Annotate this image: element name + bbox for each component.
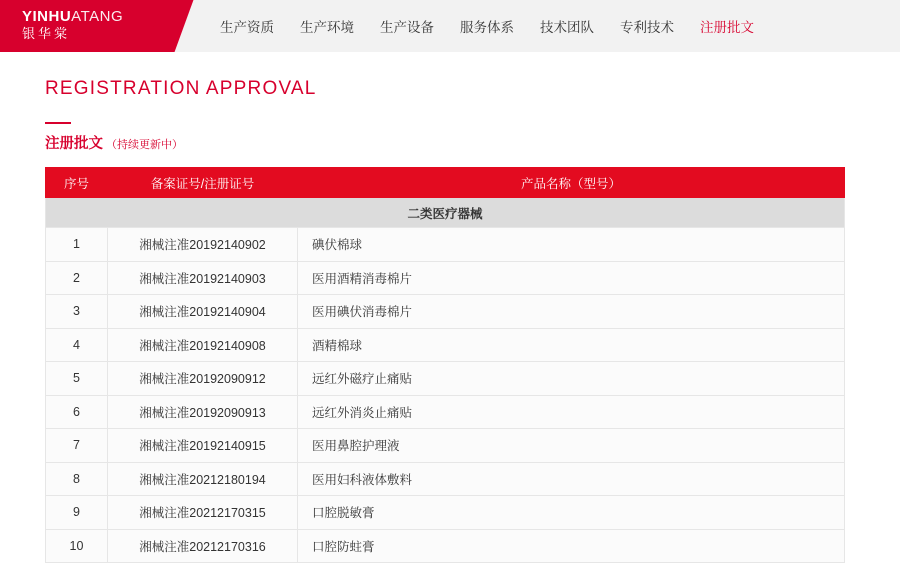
nav-item-technical-team[interactable]: 技术团队: [540, 20, 594, 35]
nav-item-service-system[interactable]: 服务体系: [460, 20, 514, 35]
table-row: [46, 529, 845, 563]
cell-product: 远红外消炎止痛贴: [298, 395, 845, 429]
cell-product: 口腔脱敏膏: [298, 496, 845, 530]
cell-cert: 湘械注准20212170315: [108, 496, 298, 530]
table-header-row: [46, 168, 845, 198]
logo[interactable]: [0, 0, 170, 52]
cell-no: 1: [46, 228, 108, 262]
table-group-row: [46, 198, 845, 228]
table-row: [46, 328, 845, 362]
cell-no: 3: [46, 295, 108, 329]
table-row: [46, 261, 845, 295]
cell-no: 10: [46, 529, 108, 563]
cell-no: 8: [46, 462, 108, 496]
nav-item-registration-approval[interactable]: 注册批文: [700, 20, 754, 35]
cell-no: 7: [46, 429, 108, 463]
logo-en-text: [22, 9, 170, 26]
nav-item-patent-technology[interactable]: 专利技术: [620, 20, 674, 35]
table-row: [46, 295, 845, 329]
nav-item-production-equipment[interactable]: 生产设备: [380, 20, 434, 35]
cell-cert: 湘械注准20192140908: [108, 328, 298, 362]
page-content: [0, 52, 900, 563]
table-row: [46, 462, 845, 496]
table-row: [46, 496, 845, 530]
cell-product: 酒精棉球: [298, 328, 845, 362]
section-heading-label: 注册批文: [45, 136, 103, 152]
cell-cert: 湘械注准20192090912: [108, 362, 298, 396]
cell-product: 口腔防蛀膏: [298, 529, 845, 563]
cell-product: 医用酒精消毒棉片: [298, 261, 845, 295]
registration-table: [45, 167, 845, 563]
heading-rule: [45, 122, 71, 124]
logo-en-bold: YINHU: [22, 7, 72, 25]
column-header-no: 序号: [46, 168, 108, 198]
cell-product: 医用妇科液体敷料: [298, 462, 845, 496]
cell-no: 2: [46, 261, 108, 295]
column-header-product: 产品名称（型号）: [298, 168, 845, 198]
cell-product: 医用碘伏消毒棉片: [298, 295, 845, 329]
section-heading: [45, 122, 855, 153]
cell-product: 碘伏棉球: [298, 228, 845, 262]
cell-cert: 湘械注准20192090913: [108, 395, 298, 429]
section-heading-note: （持续更新中）: [106, 139, 183, 151]
column-header-cert: 备案证号/注册证号: [108, 168, 298, 198]
logo-en-thin: ATANG: [71, 7, 124, 25]
cell-cert: 湘械注准20192140903: [108, 261, 298, 295]
logo-cn-text: 银华棠: [22, 26, 71, 42]
cell-cert: 湘械注准20212170316: [108, 529, 298, 563]
nav-item-production-qualification[interactable]: 生产资质: [220, 20, 274, 35]
cell-no: 6: [46, 395, 108, 429]
cell-no: 5: [46, 362, 108, 396]
cell-no: 9: [46, 496, 108, 530]
cell-no: 4: [46, 328, 108, 362]
table-row: [46, 228, 845, 262]
site-header: [0, 0, 900, 52]
table-head: [46, 168, 845, 198]
cell-cert: 湘械注准20192140915: [108, 429, 298, 463]
cell-cert: 湘械注准20192140904: [108, 295, 298, 329]
cell-product: 医用鼻腔护理液: [298, 429, 845, 463]
table-row: [46, 395, 845, 429]
main-nav: [170, 0, 900, 52]
section-heading-text: [45, 132, 855, 153]
table-row: [46, 429, 845, 463]
table-row: [46, 362, 845, 396]
table-group-label: 二类医疗器械: [46, 198, 845, 228]
cell-cert: 湘械注准20212180194: [108, 462, 298, 496]
page-title: REGISTRATION APPROVAL: [45, 78, 317, 99]
nav-item-production-environment[interactable]: 生产环境: [300, 20, 354, 35]
table-body: [46, 198, 845, 563]
cell-cert: 湘械注准20192140902: [108, 228, 298, 262]
cell-product: 远红外磁疗止痛贴: [298, 362, 845, 396]
